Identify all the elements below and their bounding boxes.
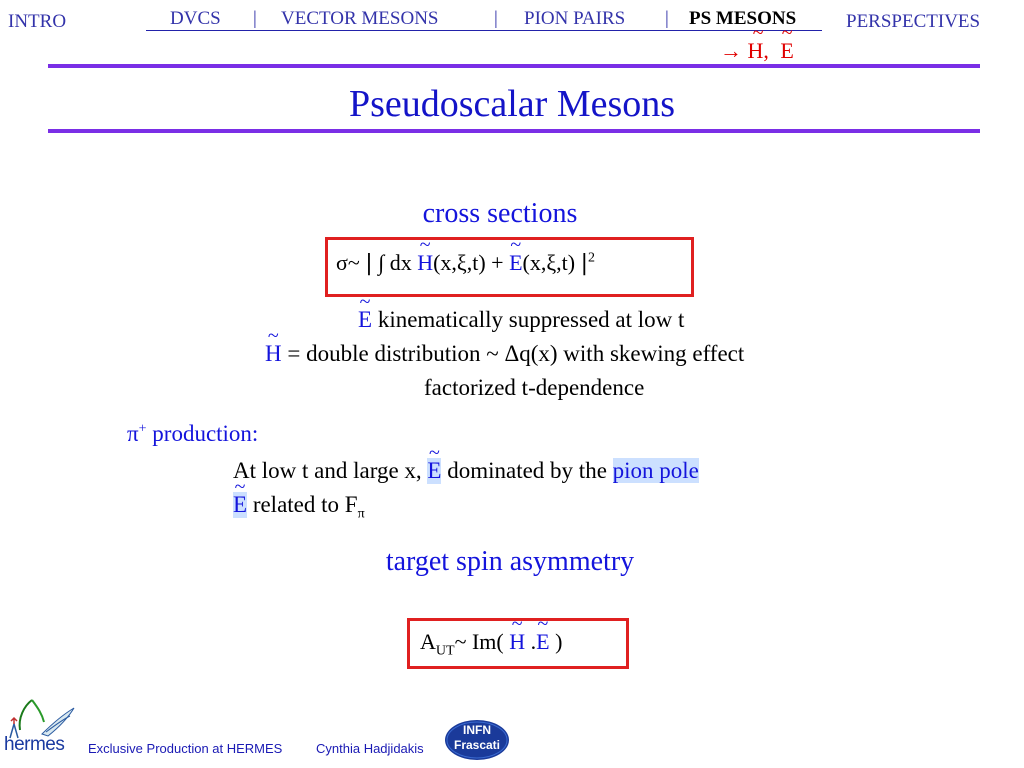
f-pi-line [233, 492, 365, 523]
related-text: related to F [252, 492, 358, 517]
ut-subscript: UT [435, 643, 455, 659]
t-dependence-line: factorized t-dependence [424, 375, 645, 400]
nav-ps-mesons[interactable]: PS MESONS [689, 8, 797, 29]
pion-production-label [127, 421, 258, 447]
pi-plus: + [138, 421, 147, 437]
formula-h-tilde: ~ H [417, 250, 433, 276]
arrow-right-icon: → [720, 38, 742, 63]
page-title: Pseudoscalar Mesons [348, 83, 676, 125]
nav-pion-pairs[interactable]: PION PAIRS [524, 8, 626, 29]
production-text: production: [152, 421, 259, 446]
nav-vector-mesons[interactable]: VECTOR MESONS [281, 8, 439, 29]
abs-bar-left: | [365, 251, 373, 276]
infn-logo [444, 719, 510, 761]
dot-text: . [530, 629, 537, 654]
hermes-logo-text: hermes [4, 734, 65, 755]
h-tilde-description: = double distribution ~ Δq(x) with skewing effect [287, 341, 745, 366]
exponent-2: 2 [588, 250, 596, 266]
formula-args-1: (x,ξ,t) + [433, 250, 504, 275]
tsa-e-tilde: ~ E [536, 629, 549, 655]
cross-sections-heading: cross sections [422, 198, 578, 229]
pi-symbol: π [127, 421, 139, 446]
pion-e-tilde: ~ E [427, 458, 441, 484]
low-t-text: At low t and large x, [233, 458, 422, 483]
title-rule-bottom [48, 129, 980, 133]
nav-sub-gpds [720, 38, 794, 64]
nav-underline [146, 30, 822, 31]
nav-perspectives[interactable]: PERSPECTIVES [846, 11, 981, 32]
infn-text: INFN [463, 723, 491, 737]
tsa-h-tilde: ~ H [509, 629, 525, 655]
close-paren: ) [555, 629, 563, 654]
footer-exclusive: Exclusive Production at HERMES [88, 741, 283, 756]
e-tilde-symbol: ~ E [358, 307, 372, 333]
f-pi-subscript: π [357, 506, 365, 522]
formula-args-2: (x,ξ,t) [522, 250, 576, 275]
fpi-e-tilde: ~ E [233, 492, 247, 518]
formula-e-tilde: ~ E [509, 250, 522, 276]
a-symbol: A [420, 629, 436, 654]
hermes-logo [2, 694, 80, 758]
e-tilde-line [358, 307, 684, 333]
nav-intro[interactable]: INTRO [8, 11, 67, 32]
title-rule-top [48, 64, 980, 68]
im-text: ~ Im( [454, 629, 504, 654]
integral-symbol: ∫ [378, 250, 385, 275]
cross-section-formula [336, 250, 595, 276]
e-tilde-description: kinematically suppressed at low t [377, 307, 685, 332]
dx-text: dx [389, 250, 412, 275]
pion-pole-line [233, 458, 699, 484]
pion-pole-highlight: pion pole [612, 458, 699, 483]
tsa-heading: target spin asymmetry [385, 546, 635, 577]
nav-dvcs[interactable]: DVCS [170, 8, 221, 29]
abs-bar-right: | [580, 251, 589, 276]
nav-separator: | [665, 8, 669, 29]
sub-h-tilde: ~ H, [748, 38, 769, 64]
nav-separator: | [494, 8, 498, 29]
footer-author: Cynthia Hadjidakis [316, 741, 424, 756]
tsa-formula [420, 629, 562, 659]
sigma-symbol: σ~ [336, 250, 360, 275]
h-tilde-symbol: ~ H [265, 341, 282, 367]
h-tilde-line [265, 341, 744, 367]
frascati-text: Frascati [453, 738, 501, 752]
nav-separator: | [253, 8, 257, 29]
dominated-text: dominated by the [447, 458, 607, 483]
sub-e-tilde: ~ E [780, 38, 793, 64]
